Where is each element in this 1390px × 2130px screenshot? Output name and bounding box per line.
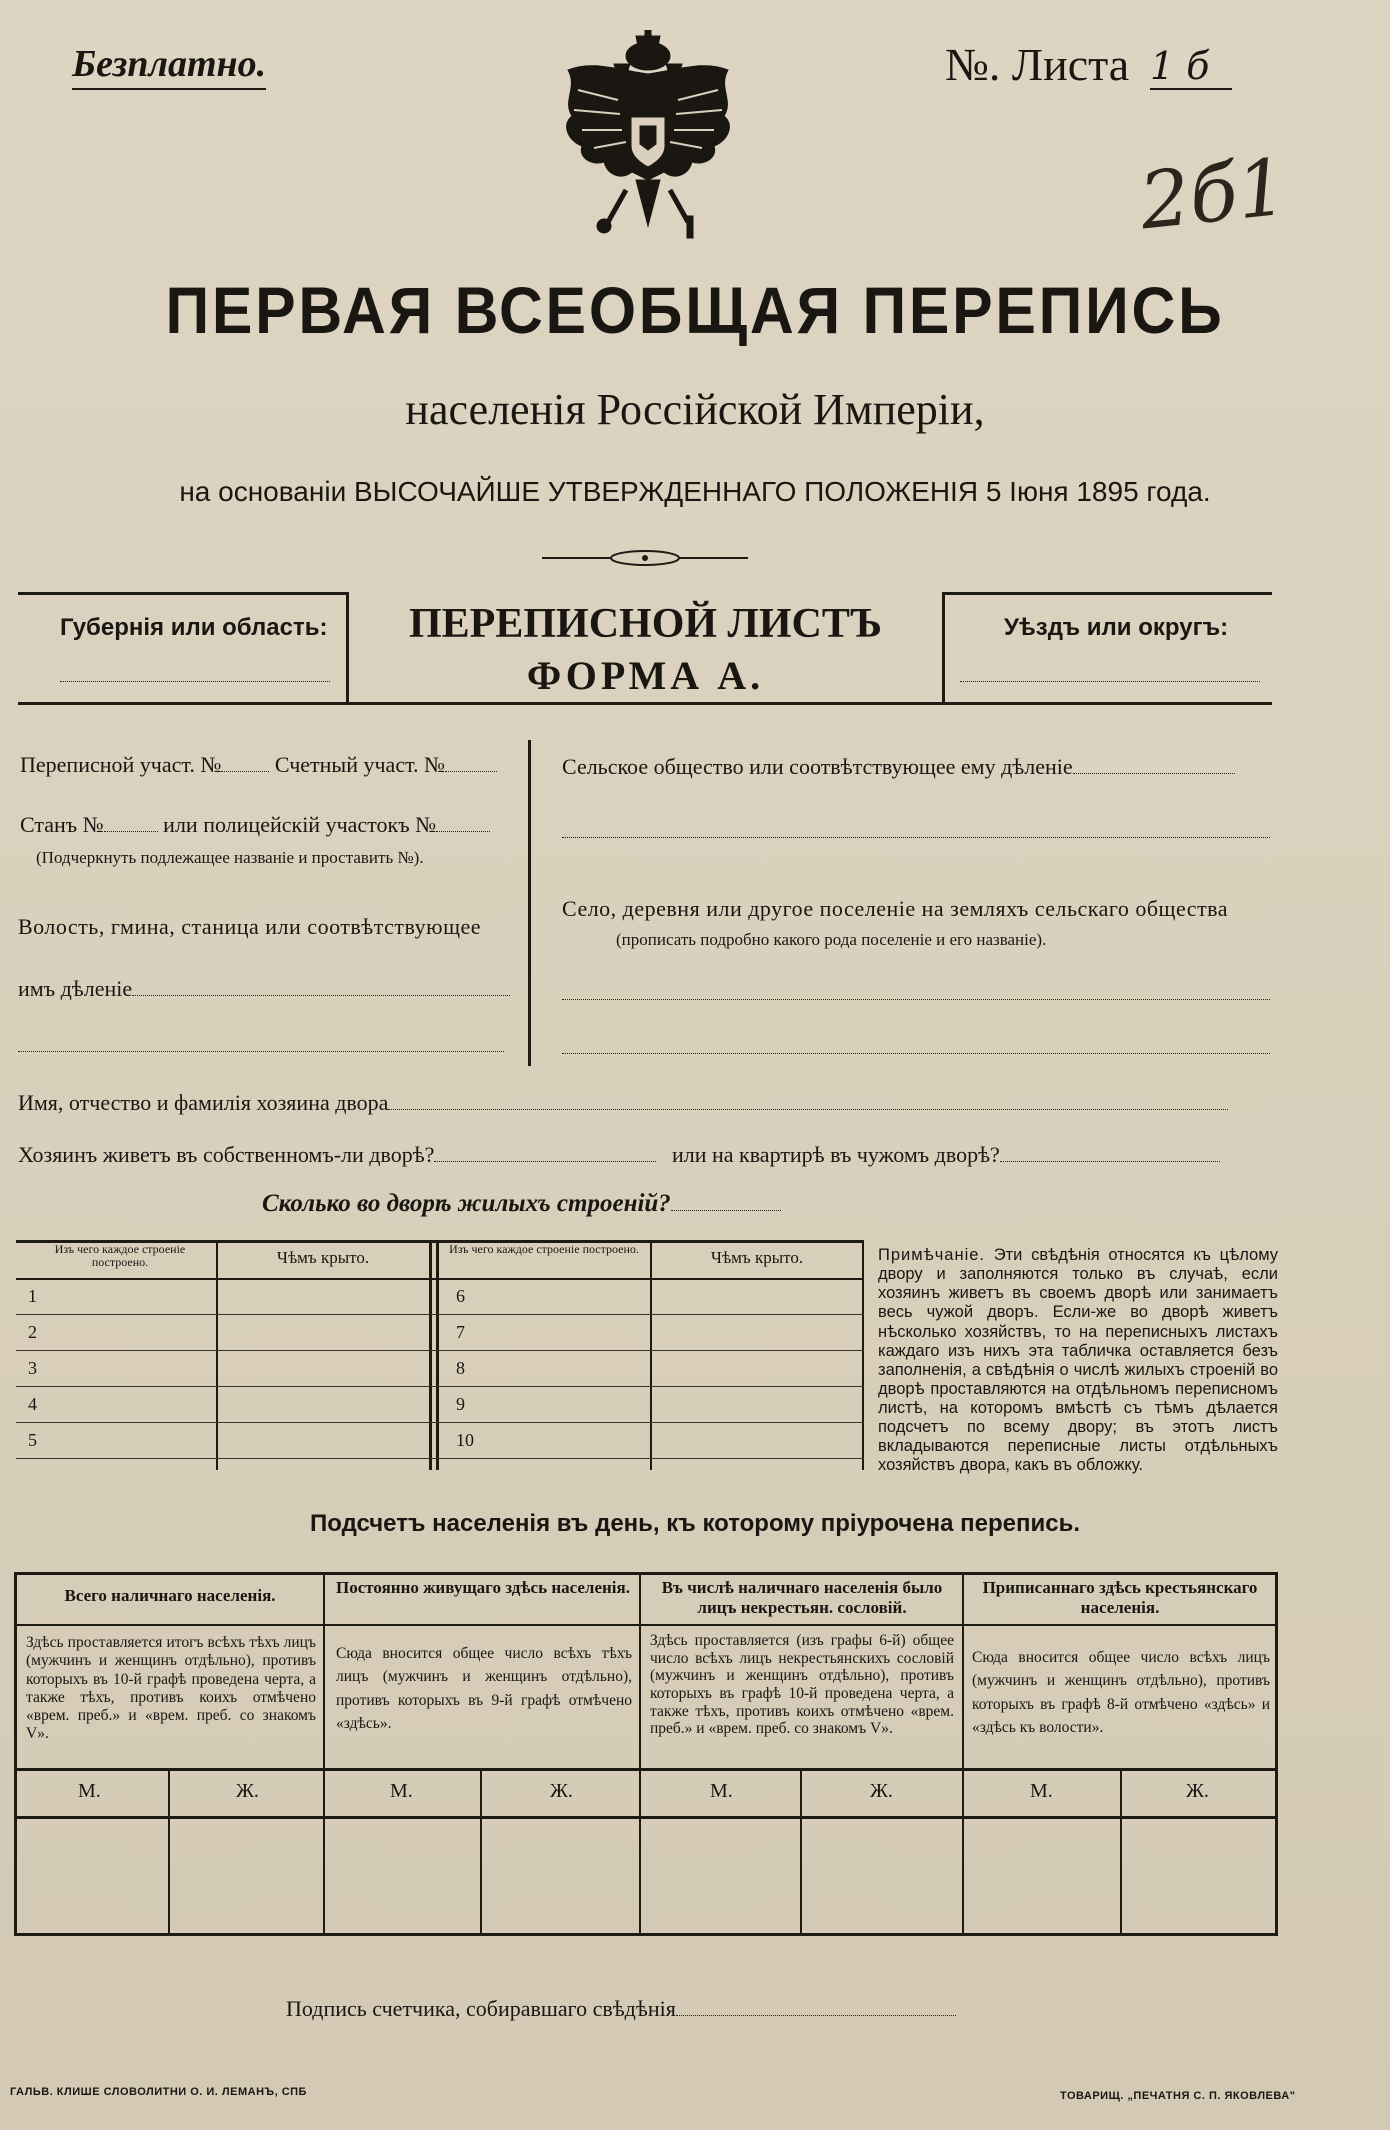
volost-field: Волость, гмина, станица или соотвѣтствующее [18,914,482,939]
col-roof-left: Чѣмъ крыто. [276,1248,370,1267]
ornament-divider [542,548,748,568]
female-header: Ж. [870,1780,893,1802]
male-header: М. [390,1780,413,1802]
male-header: М. [1030,1780,1053,1802]
female-header: Ж. [550,1780,573,1802]
rural-society-field: Сельское общество или соотвѣтствующее ему дѣленіе [562,754,1235,780]
column-desc-total: Здѣсь проставляется итогъ всѣхъ тѣхъ лицъ (мужчинъ и женщинъ отдѣльно), противъ которыхъ въ 10-й графѣ проведена черта, а также тѣхъ, противъ коихъ отмѣчено «врем. преб.» и «врем. преб. со знакомъ V». [26,1634,316,1743]
buildings-question: Сколько во дворѣ жилыхъ строеній? [262,1190,781,1218]
column-desc-peasant: Сюда вносится общее число всѣхъ лицъ (мужчинъ и женщинъ отдѣльно), противъ которыхъ въ графѣ 8-й отмѣчено «здѣсь» и «здѣсь къ волости». [972,1649,1270,1736]
sheet-number-label: №. Листа [945,39,1130,90]
owner-residence-field: Хозяинъ живетъ въ собственномъ-ли дворѣ? или на квартирѣ въ чужомъ дворѣ? [18,1142,1220,1168]
column-title-total: Всего наличнаго населенія. [64,1586,276,1605]
footer-printer-left: ГАЛЬВ. КЛИШЕ СЛОВОЛИТНИ О. И. ЛЕМАНЪ, СПБ [10,2086,307,2098]
population-count-heading: Подсчетъ населенія въ день, къ которому пріурочена перепись. [310,1510,1080,1537]
col-material-left: Изъ чего каждое строеніе построено. [54,1242,186,1270]
female-header: Ж. [1186,1780,1209,1802]
female-header: Ж. [236,1780,259,1802]
population-count-table [14,1572,1278,1936]
column-desc-permanent: Сюда вносится общее число всѣхъ тѣхъ лицъ (мужчинъ и женщинъ отдѣльно), противъ которыхъ въ 9-й графѣ отмѣчено «здѣсь». [336,1645,632,1732]
buildings-note: Примѣчаніе. Эти свѣдѣнія относятся къ цѣлому двору и заполняются только въ случаѣ, если хозяинъ живетъ въ своемъ дворѣ или занимаетъ весь чужой дворъ. Если-же во дворѣ живетъ нѣсколько хозяйствъ, то на переписныхъ листахъ каждаго изъ нихъ эта табличка оставляется безъ заполненія, а свѣдѣнія о числѣ жилыхъ строеній во дворѣ проставляются на отдѣльномъ переписномъ листѣ, на которомъ вмѣстѣ съ тѣмъ дѣлается подсчетъ по всему двору; въ этотъ листъ вкладываются переписные листы отдѣльныхъ хозяйствъ двора, какъ въ обложку. [878,1246,1278,1475]
division-field: имъ дѣленіе [18,976,510,1002]
province-label: Губернія или область: [60,614,328,641]
decree-basis: на основаніи ВЫСОЧАЙШЕ УТВЕРЖДЕННАГО ПОЛОЖЕНІЯ 5 Іюня 1895 года. [179,476,1211,507]
village-note: (прописать подробно какого рода поселеніе и его названіе). [616,930,1047,949]
census-district-field: Переписной участ. № Счетный участ. № [20,752,497,778]
form-title: ПЕРЕПИСНОЙ ЛИСТЪ [409,601,882,647]
stan-field: Станъ № или полицейскій участокъ № [20,812,490,838]
main-title: ПЕРВАЯ ВСЕОБЩАЯ ПЕРЕПИСЬ [165,273,1225,347]
enumerator-signature-field: Подпись счетчика, собиравшаго свѣдѣнія [286,1996,956,2022]
handwritten-archive-number: 2б1 [1135,142,1292,248]
form-letter: ФОРМА А. [526,653,765,698]
column-desc-non-peasant: Здѣсь проставляется (изъ графы 6-й) общее число всѣхъ лицъ некрестьянскихъ сословій (мужчинъ и женщинъ отдѣльно), противъ которыхъ въ графѣ 10-й проведена черта, а также тѣхъ, противъ коихъ отмѣчено «врем. преб.» и «врем. преб. со знакомъ V». [650,1632,954,1738]
footer-printer-right: ТОВАРИЩ. „ПЕЧАТНЯ С. П. ЯКОВЛЕВА" [1060,2090,1296,2102]
underline-note: (Подчеркнуть подлежащее названіе и проставить №). [36,848,424,867]
column-title-non-peasant: Въ числѣ наличнаго населенія было лицъ некрестьян. сословій. [661,1578,943,1617]
col-roof-right: Чѣмъ крыто. [710,1248,804,1267]
column-title-peasant: Приписаннаго здѣсь крестьянскаго населенія. [982,1578,1258,1617]
imperial-eagle-emblem [548,30,748,252]
owner-name-field: Имя, отчество и фамилія хозяина двора [18,1090,1228,1116]
subtitle: населенія Россійской Имперіи, [405,385,985,434]
district-label: Уѣздъ или округъ: [1004,614,1229,641]
male-header: М. [78,1780,101,1802]
male-header: М. [710,1780,733,1802]
buildings-table: Изъ чего каждое строеніе построено. Чѣмъ крыто. Изъ чего каждое строеніе построено. Чѣмъ крыто. 1 6 2 7 3 8 4 9 5 10 [16,1240,864,1470]
free-label: Безплатно. [72,42,266,90]
column-title-permanent: Постоянно живущаго здѣсь населенія. [336,1578,630,1597]
village-field: Село, деревня или другое поселеніе на земляхъ сельскаго общества [562,896,1229,921]
sheet-number-value: 1 б [1150,44,1232,90]
col-material-right: Изъ чего каждое строеніе построено. [449,1242,639,1256]
